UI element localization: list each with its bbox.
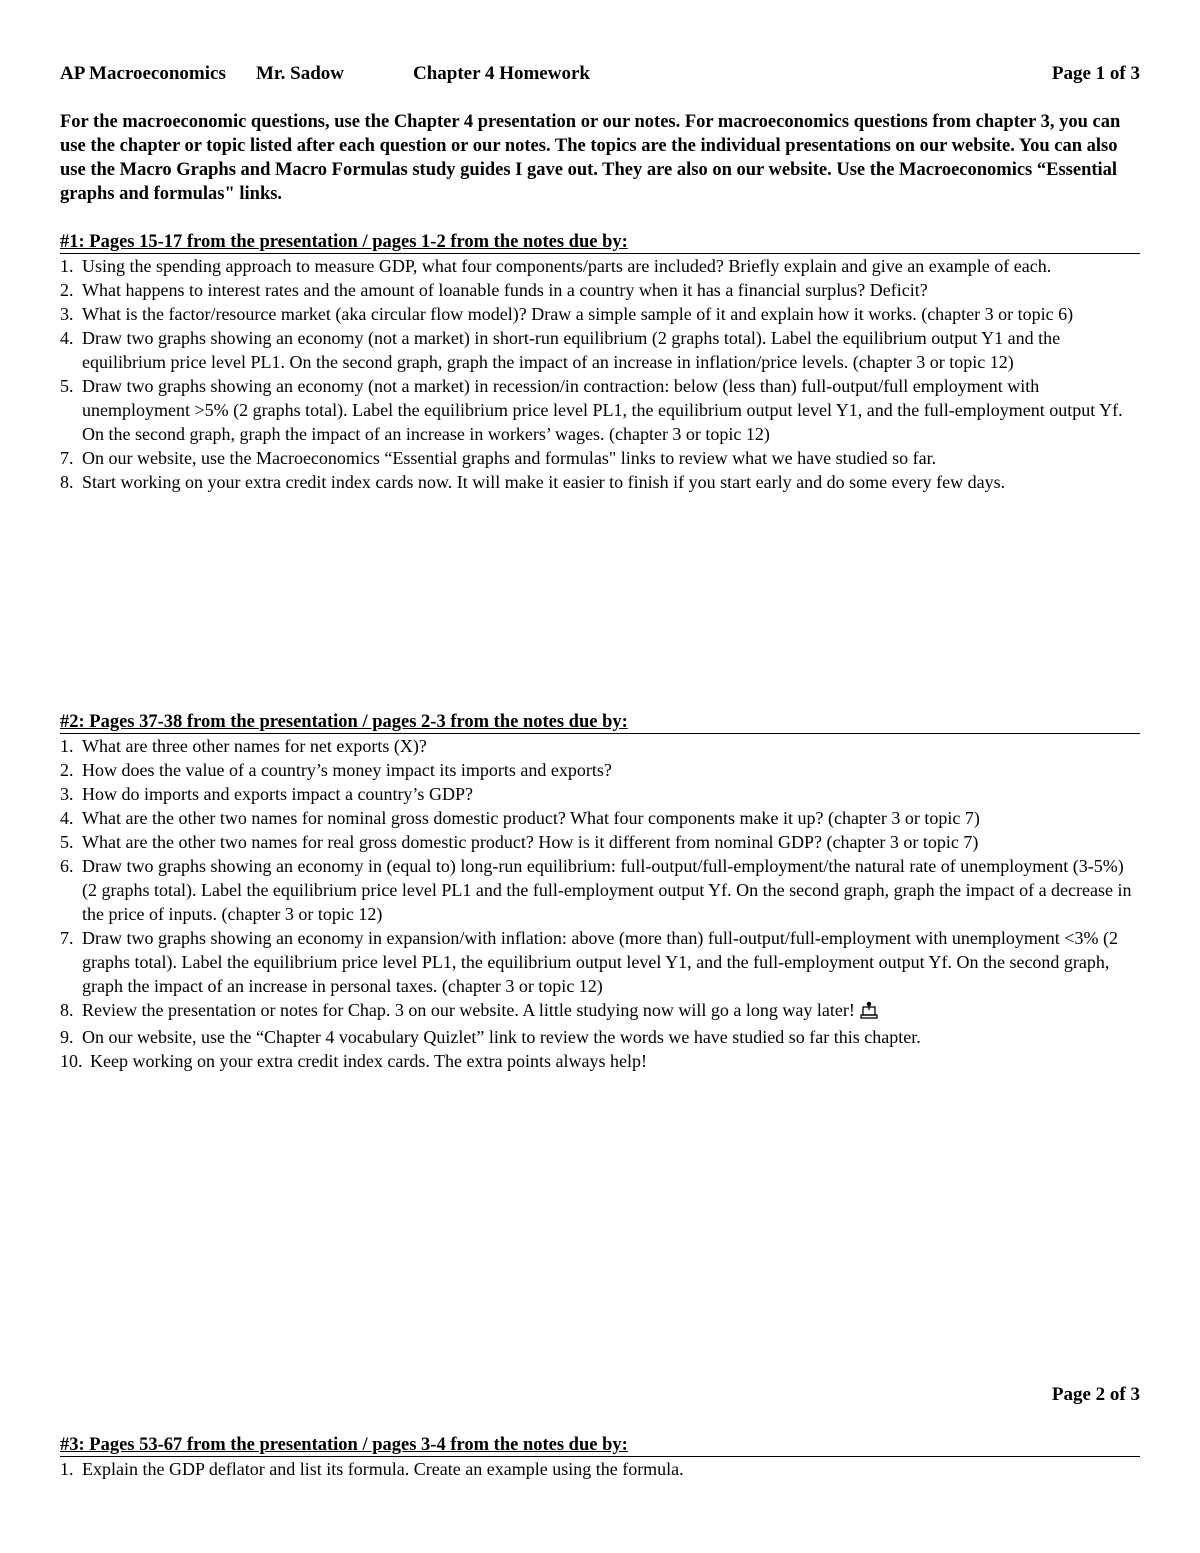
question-number: 3. <box>60 304 74 324</box>
question-item <box>60 758 1140 782</box>
question-text: What are the other two names for real gross domestic product? How is it different from nominal GDP? (chapter 3 or topic 7) <box>82 832 979 852</box>
question-number: 8. <box>60 1000 74 1020</box>
question-text: Draw two graphs showing an economy in expansion/with inflation: above (more than) full-output/full-employment with unemployment <3% (2 graphs total). Label the equilibrium price level PL1, the equilibrium output level Y1, and the full-employment output Yf. On the second graph, graph the impact of an increase in personal taxes. (chapter 3 or topic 12) <box>82 928 1118 996</box>
question-text: How does the value of a country’s money impact its imports and exports? <box>82 760 612 780</box>
computer-user-icon <box>859 1001 879 1025</box>
question-number: 4. <box>60 808 74 828</box>
question-item <box>60 926 1140 998</box>
section-title: #3: Pages 53-67 from the presentation / pages 3-4 from the notes due by: <box>60 1434 1140 1457</box>
question-item <box>60 326 1140 374</box>
question-item <box>60 806 1140 830</box>
question-list <box>60 254 1140 494</box>
question-text: What are the other two names for nominal gross domestic product? What four components make it up? (chapter 3 or topic 7) <box>82 808 980 828</box>
question-number: 6. <box>60 856 74 876</box>
question-number: 9. <box>60 1027 74 1047</box>
question-text: Keep working on your extra credit index cards. The extra points always help! <box>90 1051 647 1071</box>
question-list <box>60 734 1140 1073</box>
question-number: 1. <box>60 256 74 276</box>
question-item <box>60 254 1140 278</box>
question-number: 1. <box>60 736 74 756</box>
question-number: 10. <box>60 1051 83 1071</box>
question-text: On our website, use the Macroeconomics “Essential graphs and formulas" links to review what we have studied so far. <box>82 448 937 468</box>
question-number: 4. <box>60 328 74 348</box>
question-item <box>60 782 1140 806</box>
question-text: What is the factor/resource market (aka circular flow model)? Draw a simple sample of it and explain how it works. (chapter 3 or topic 6) <box>82 304 1074 324</box>
question-number: 5. <box>60 832 74 852</box>
question-text: Draw two graphs showing an economy (not a market) in short-run equilibrium (2 graphs total). Label the equilibrium output Y1 and the equilibrium price level PL1. On the second graph, graph the impact of an increase in inflation/price levels. (chapter 3 or topic 12) <box>82 328 1061 372</box>
section-2 <box>60 711 1140 1073</box>
section-title: #1: Pages 15-17 from the presentation / pages 1-2 from the notes due by: <box>60 231 1140 254</box>
teacher-name: Mr. Sadow <box>256 63 344 84</box>
question-number: 7. <box>60 928 74 948</box>
question-text: How do imports and exports impact a country’s GDP? <box>82 784 473 804</box>
question-item <box>60 1025 1140 1049</box>
question-item <box>60 854 1140 926</box>
question-text: Using the spending approach to measure GDP, what four components/parts are included? Briefly explain and give an example of each. <box>82 256 1052 276</box>
question-text: On our website, use the “Chapter 4 vocabulary Quizlet” link to review the words we have studied so far this chapter. <box>82 1027 921 1047</box>
question-item <box>60 302 1140 326</box>
question-item <box>60 1457 1140 1481</box>
section-title: #2: Pages 37-38 from the presentation / pages 2-3 from the notes due by: <box>60 711 1140 734</box>
question-text: Draw two graphs showing an economy in (equal to) long-run equilibrium: full-output/full-employment/the natural rate of unemployment (3-5%) (2 graphs total). Label the equilibrium price level PL1 and the full-employment output Yf. On the second graph, graph the impact of a decrease in the price of inputs. (chapter 3 or topic 12) <box>82 856 1132 924</box>
question-list <box>60 1457 1140 1481</box>
question-text: Draw two graphs showing an economy (not a market) in recession/in contraction: below (less than) full-output/full employment with unemployment >5% (2 graphs total). Label the equilibrium price level PL1, the equilibrium output level Y1, and the full-employment output Yf. On the second graph, graph the impact of an increase in workers’ wages. (chapter 3 or topic 12) <box>82 376 1123 444</box>
question-number: 3. <box>60 784 74 804</box>
page-number: Page 1 of 3 <box>1051 63 1140 84</box>
question-item <box>60 998 1140 1025</box>
question-number: 2. <box>60 760 74 780</box>
question-number: 7. <box>60 448 74 468</box>
question-number: 2. <box>60 280 74 300</box>
question-item <box>60 830 1140 854</box>
question-text: Start working on your extra credit index cards now. It will make it easier to finish if you start early and do some every few days. <box>82 472 1006 492</box>
question-text: What are three other names for net exports (X)? <box>82 736 427 756</box>
question-item <box>60 278 1140 302</box>
question-item <box>60 374 1140 446</box>
page-header <box>60 63 1140 87</box>
question-item <box>60 446 1140 470</box>
question-number: 8. <box>60 472 74 492</box>
section-1 <box>60 231 1140 494</box>
question-number: 1. <box>60 1459 74 1479</box>
question-item <box>60 1049 1140 1073</box>
section-3 <box>60 1434 1140 1481</box>
question-text: Review the presentation or notes for Chap. 3 on our website. A little studying now will go a long way later! <box>82 1000 855 1020</box>
page-2-number: Page 2 of 3 <box>1051 1384 1140 1405</box>
instructions-paragraph: For the macroeconomic questions, use the Chapter 4 presentation or our notes. For macroeconomics questions from chapter 3, you can use the chapter or topic listed after each question or our notes. The topics are the individual presentations on our website. You can also use the Macro Graphs and Macro Formulas study guides I gave out. They are also on our website. Use the Macroeconomics “Essential graphs and formulas" links. <box>60 112 1121 204</box>
question-item <box>60 734 1140 758</box>
assignment-title: Chapter 4 Homework <box>413 63 590 84</box>
question-item <box>60 470 1140 494</box>
question-number: 5. <box>60 376 74 396</box>
question-text: Explain the GDP deflator and list its formula. Create an example using the formula. <box>82 1459 684 1479</box>
question-text: What happens to interest rates and the amount of loanable funds in a country when it has a financial surplus? Deficit? <box>82 280 928 300</box>
course-name: AP Macroeconomics <box>60 63 226 84</box>
